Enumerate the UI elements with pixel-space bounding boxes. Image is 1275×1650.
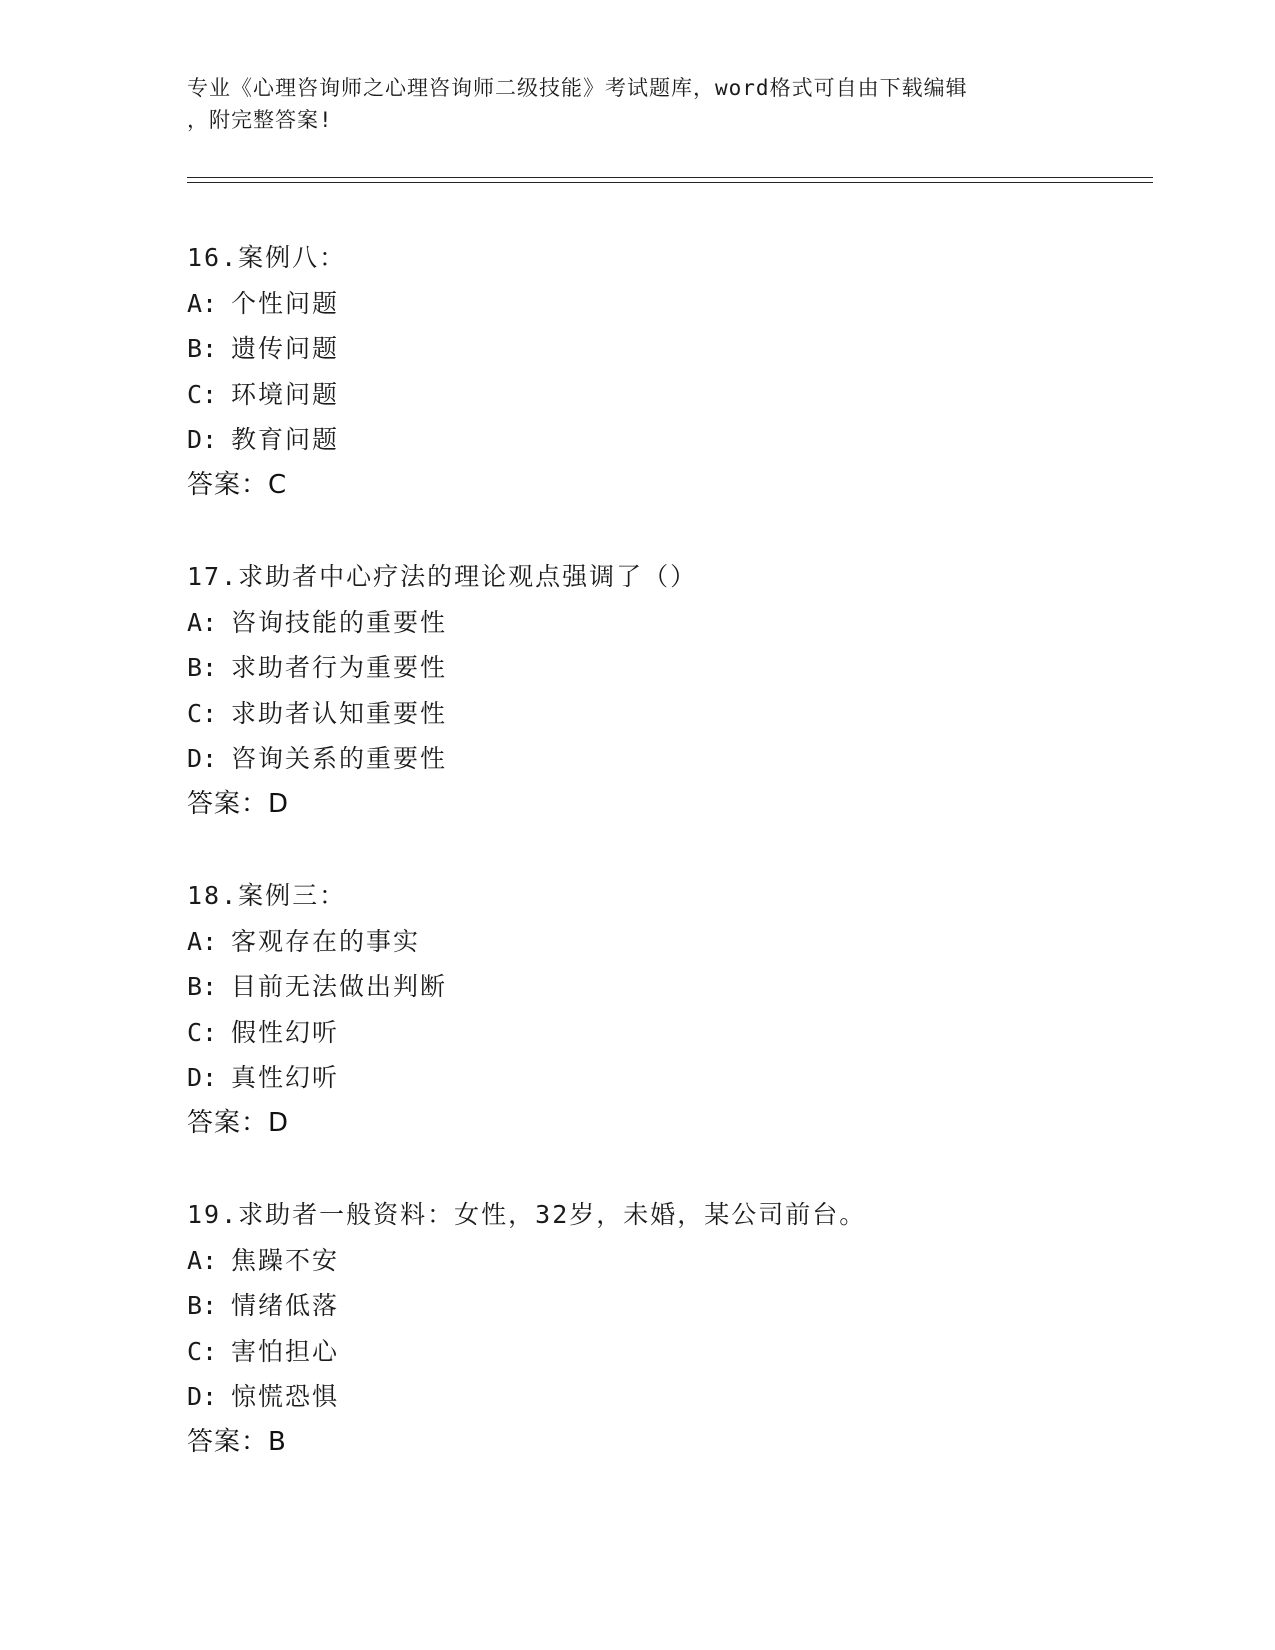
question-19 xyxy=(187,1192,1153,1511)
question-18 xyxy=(187,873,1153,1192)
option-label: A: xyxy=(187,288,218,318)
question-stem: 18.案例三： xyxy=(187,881,347,910)
option-b xyxy=(187,1283,1153,1329)
header-rule-top xyxy=(187,177,1153,178)
header-rule-bottom xyxy=(187,182,1153,183)
header-line-1: 专业《心理咨询师之心理咨询师二级技能》考试题库，word格式可自由下载编辑 xyxy=(187,76,968,100)
document-header xyxy=(187,72,1067,136)
option-label: C: xyxy=(187,379,218,409)
question-stem: 19.求助者一般资料：女性，32岁，未婚，某公司前台。 xyxy=(187,1200,867,1229)
option-label: B: xyxy=(187,1291,218,1320)
option-c xyxy=(187,372,1153,418)
option-text: 求助者认知重要性 xyxy=(231,698,448,728)
option-label: C: xyxy=(187,1017,218,1047)
option-label: D: xyxy=(187,744,218,773)
option-text: 咨询技能的重要性 xyxy=(231,607,448,637)
question-17 xyxy=(187,554,1153,873)
option-label: D: xyxy=(187,1063,218,1092)
option-text: 真性幻听 xyxy=(231,1063,340,1092)
option-b xyxy=(187,964,1153,1010)
option-a xyxy=(187,600,1153,646)
option-b xyxy=(187,326,1153,372)
option-label: D: xyxy=(187,425,218,454)
question-stem: 17.求助者中心疗法的理论观点强调了（） xyxy=(187,562,698,591)
option-b xyxy=(187,645,1153,691)
option-text: 害怕担心 xyxy=(231,1336,340,1366)
option-a xyxy=(187,919,1153,965)
option-text: 情绪低落 xyxy=(231,1291,340,1320)
answer: 答案：C xyxy=(187,469,288,500)
option-d xyxy=(187,1055,1153,1101)
option-text: 求助者行为重要性 xyxy=(231,653,448,682)
option-text: 焦躁不安 xyxy=(231,1245,340,1275)
option-label: B: xyxy=(187,653,218,682)
option-d xyxy=(187,417,1153,463)
option-text: 个性问题 xyxy=(231,288,340,318)
option-text: 假性幻听 xyxy=(231,1017,340,1047)
header-line-2: ，附完整答案! xyxy=(187,108,333,132)
option-c xyxy=(187,1010,1153,1056)
option-text: 遗传问题 xyxy=(231,334,340,363)
answer: 答案：D xyxy=(187,1107,290,1138)
option-text: 教育问题 xyxy=(231,425,340,454)
option-label: A: xyxy=(187,926,218,956)
option-d xyxy=(187,736,1153,782)
option-label: B: xyxy=(187,334,218,363)
option-label: A: xyxy=(187,1245,218,1275)
answer: 答案：D xyxy=(187,788,290,819)
question-list xyxy=(187,235,1153,1511)
question-stem: 16.案例八： xyxy=(187,243,347,272)
option-text: 惊慌恐惧 xyxy=(231,1382,340,1411)
option-text: 客观存在的事实 xyxy=(231,926,421,956)
option-label: A: xyxy=(187,607,218,637)
option-label: D: xyxy=(187,1382,218,1411)
option-c xyxy=(187,1329,1153,1375)
option-text: 咨询关系的重要性 xyxy=(231,744,448,773)
question-16 xyxy=(187,235,1153,554)
option-label: C: xyxy=(187,698,218,728)
option-d xyxy=(187,1374,1153,1420)
option-a xyxy=(187,281,1153,327)
answer: 答案：B xyxy=(187,1426,287,1457)
option-label: B: xyxy=(187,972,218,1001)
option-text: 目前无法做出判断 xyxy=(231,972,448,1001)
option-c xyxy=(187,691,1153,737)
option-label: C: xyxy=(187,1336,218,1366)
option-text: 环境问题 xyxy=(231,379,340,409)
option-a xyxy=(187,1238,1153,1284)
